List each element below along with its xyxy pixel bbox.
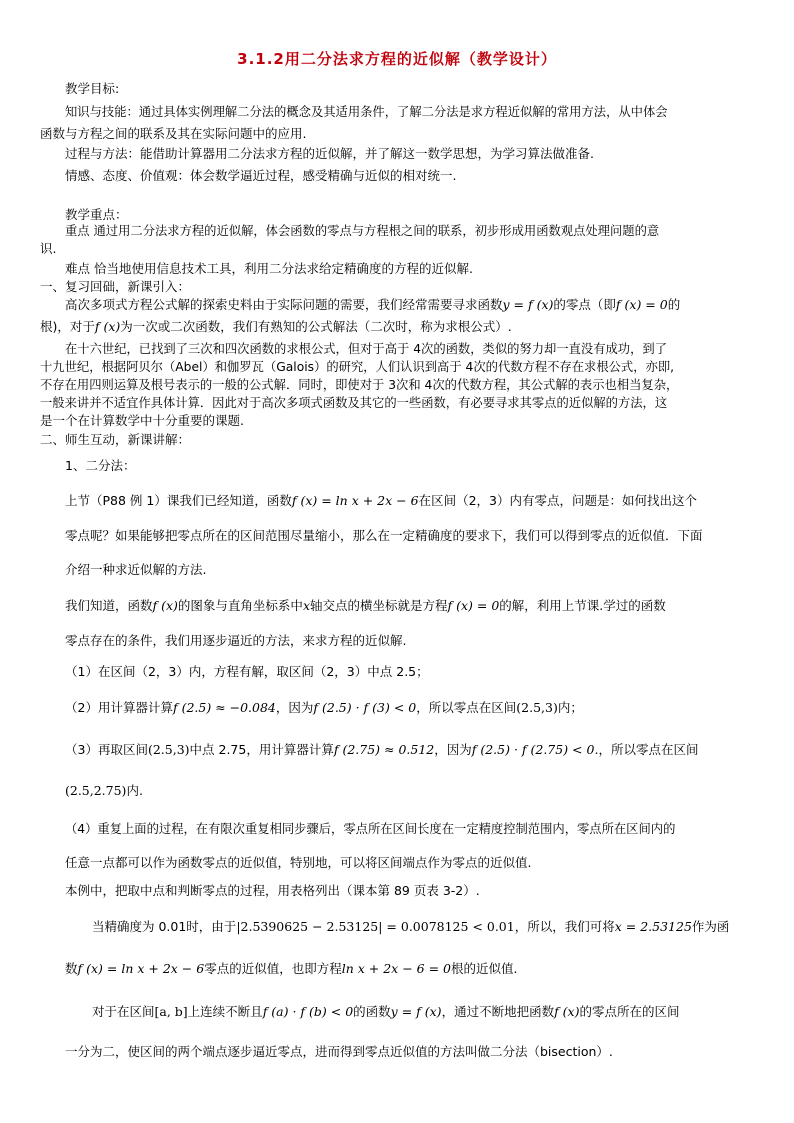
paragraph3-line3: 介绍一种求近似解的方法. <box>65 562 207 577</box>
review-paragraph2-line1: 在十六世纪，已找到了三次和四次函数的求根公式，但对于高于 4次的函数，类似的努力却一直没有成功，到了 <box>65 342 667 356</box>
objective-emotion: 情感、态度、价值观：体会数学逼近过程，感受精确与近似的相对统一. <box>65 168 457 183</box>
review-paragraph1-line1: 高次多项式方程公式解的探索史料由于实际问题的需要，我们经常需要寻求函数y = f (x)的零点（即f (x) = 0的 <box>65 297 681 312</box>
paragraph5: 本例中，把取中点和判断零点的过程，用表格列出（课本第 89 页表 3-2）. <box>65 883 480 898</box>
paragraph4-line2: 零点存在的条件，我们用逐步逼近的方法，来求方程的近似解. <box>65 633 407 648</box>
paragraph7-line2: 一分为二，使区间的两个端点逐步逼近零点，进而得到零点近似值的方法叫做二分法（bisection）. <box>65 1044 613 1059</box>
key-point-focus: 重点 通过用二分法求方程的近似解，体会函数的零点与方程根之间的联系，初步形成用函数观点处理问题的意 <box>65 224 660 238</box>
bisection-subheading: 1、二分法： <box>65 458 136 473</box>
paragraph6-line2: 数f (x) = ln x + 2x − 6零点的近似值，也即方程ln x + 2x − 6 = 0根的近似值. <box>65 961 518 976</box>
review-paragraph2-line3: 不存在用四则运算及根号表示的一般的公式解．同时，即使对于 3次和 4次的代数方程，其公式解的表示也相当复杂， <box>40 378 679 392</box>
step1: （1）在区间（2，3）内，方程有解，取区间（2，3）中点 2.5； <box>65 664 429 679</box>
review-heading: 一、复习回础，新课引入： <box>40 279 191 294</box>
paragraph7-line1: 对于在区间[a, b]上连续不断且f (a) · f (b) < 0的函数y = f (x)，通过不断地把函数f (x)的零点所在的区间 <box>92 1004 680 1019</box>
review-paragraph2-line2: 十九世纪，根据阿贝尔（Abel）和伽罗瓦（Galois）的研究，人们认识到高于 4次的代数方程不存在求根公式，亦即, <box>40 360 675 374</box>
paragraph3-line1: 上节（P88 例 1）课我们已经知道，函数f (x) = ln x + 2x − 6在区间（2，3）内有零点，问题是：如何找出这个 <box>65 493 697 508</box>
paragraph4-line1: 我们知道，函数f (x)的图象与直角坐标系中x轴交点的横坐标就是方程f (x) = 0的解，利用上节课.学过的函数 <box>65 598 666 613</box>
objectives-heading: 教学目标: <box>65 81 120 96</box>
objective-process: 过程与方法：能借助计算器用二分法求方程的近似解，并了解这一数学思想，为学习算法做准备. <box>65 146 594 161</box>
step2: （2）用计算器计算f (2.5) ≈ −0.084，因为f (2.5) · f (3) < 0，所以零点在区间(2.5,3)内； <box>65 700 583 715</box>
key-point-focus-cont: 识. <box>40 241 57 256</box>
objective-knowledge: 知识与技能：通过具体实例理解二分法的概念及其适用条件，了解二分法是求方程近似解的常用方法，从中体会 <box>65 105 668 119</box>
review-paragraph2-line5: 是一个在计算数学中十分重要的课题. <box>40 413 244 428</box>
step4-line2: 任意一点都可以作为函数零点的近似值，特别地，可以将区间端点作为零点的近似值. <box>65 855 532 870</box>
step4-line1: （4）重复上面的过程，在有限次重复相同步骤后，零点所在区间长度在一定精度控制范围内，零点所在区间内的 <box>65 822 676 836</box>
key-points-heading: 教学重点： <box>65 207 128 222</box>
paragraph3-line2: 零点呢？如果能够把零点所在的区间范围尽量缩小，那么在一定精确度的要求下，我们可以得到零点的近似值．下面 <box>65 528 703 543</box>
document-title: 3.1.2用二分法求方程的近似解（教学设计） <box>237 50 557 68</box>
step3-line2: (2.5,2.75)内. <box>65 783 143 798</box>
key-point-difficulty: 难点 恰当地使用信息技术工具，利用二分法求给定精确度的方程的近似解. <box>65 261 473 276</box>
interaction-heading: 二、师生互动，新课讲解： <box>40 432 191 447</box>
step3-line1: （3）再取区间(2.5,3)中点 2.75，用计算器计算f (2.75) ≈ 0.512，因为f (2.5) · f (2.75) < 0.，所以零点在区间 <box>65 742 699 757</box>
paragraph6-line1: 当精确度为 0.01时，由于|2.5390625 − 2.53125| = 0.0078125 < 0.01，所以，我们可将x = 2.53125作为函 <box>92 919 730 934</box>
review-paragraph2-line4: 一般来讲并不适宜作具体计算．因此对于高次多项式函数及其它的一些函数，有必要寻求其零点的近似解的方法，这 <box>40 396 668 410</box>
review-paragraph1-line2: 根)，对于f (x)为一次或二次函数，我们有熟知的公式解法（二次时，称为求根公式）. <box>40 319 512 334</box>
objective-knowledge-cont: 函数与方程之间的联系及其在实际问题中的应用. <box>40 126 307 141</box>
